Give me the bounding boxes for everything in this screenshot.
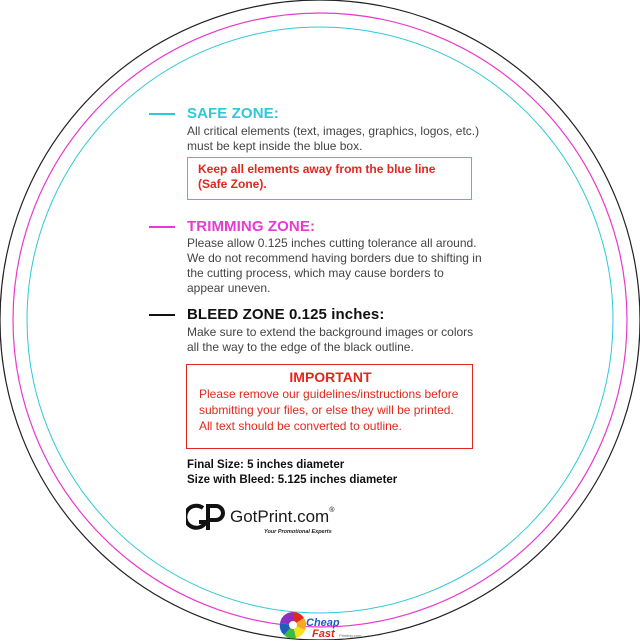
gotprint-name: GotPrint.com xyxy=(230,507,330,526)
fast-wordmark xyxy=(312,624,361,642)
cheap-word: Cheap xyxy=(306,617,340,629)
safe-zone-description xyxy=(187,124,479,154)
fast-word: Fast xyxy=(312,628,335,640)
important-notice-box xyxy=(186,364,473,449)
final-size: Final Size: 5 inches diameter xyxy=(187,459,345,471)
trimming-zone-description-line: We do not recommend having borders due to shifting in xyxy=(187,251,482,265)
bleed-zone-heading: BLEED ZONE 0.125 inches: xyxy=(187,306,385,323)
trademark-symbol: ® xyxy=(329,507,335,514)
bleed-zone-description-line: all the way to the edge of the black outline. xyxy=(187,340,414,354)
safe-zone-note-line: Keep all elements away from the blue line xyxy=(198,162,436,176)
trimming-zone-description xyxy=(187,236,482,296)
color-wheel-icon xyxy=(278,610,308,640)
size-with-bleed: Size with Bleed: 5.125 inches diameter xyxy=(187,474,398,486)
cheapfast-logo xyxy=(278,610,374,640)
gotprint-mark-icon xyxy=(186,500,226,534)
bleed-zone-legend-line xyxy=(149,314,175,316)
gotprint-wordmark xyxy=(230,507,334,527)
bleed-zone-description-line: Make sure to extend the background images or colors xyxy=(187,325,474,339)
important-title: IMPORTANT xyxy=(289,369,372,385)
gotprint-logo xyxy=(186,500,346,540)
safe-zone-heading: SAFE ZONE: xyxy=(187,105,279,122)
important-line: Please remove our guidelines/instructions before xyxy=(199,387,459,401)
safe-zone-description-line: All critical elements (text, images, graphics, logos, etc.) xyxy=(187,124,480,138)
trimming-zone-description-line: Please allow 0.125 inches cutting tolerance all around. xyxy=(187,236,477,250)
trimming-zone-description-line: appear uneven. xyxy=(187,281,271,295)
trimming-zone-description-line: the cutting process, which may cause borders to xyxy=(187,266,444,280)
safe-zone-legend-line xyxy=(149,113,175,115)
safe-zone-note-box xyxy=(187,157,472,200)
safe-zone-note-line: (Safe Zone). xyxy=(198,177,267,191)
gotprint-tagline: Your Promotional Experts xyxy=(264,529,332,535)
size-info xyxy=(187,458,397,488)
printing-word: Printing.com xyxy=(339,633,362,638)
bleed-zone-description xyxy=(187,325,473,355)
trimming-zone-heading: TRIMMING ZONE: xyxy=(187,218,316,235)
safe-zone-description-line: must be kept inside the blue box. xyxy=(187,139,363,153)
important-line: submitting your files, or else they will be printed. xyxy=(199,403,454,417)
important-line: All text should be converted to outline. xyxy=(199,419,402,433)
trimming-zone-legend-line xyxy=(149,226,175,228)
